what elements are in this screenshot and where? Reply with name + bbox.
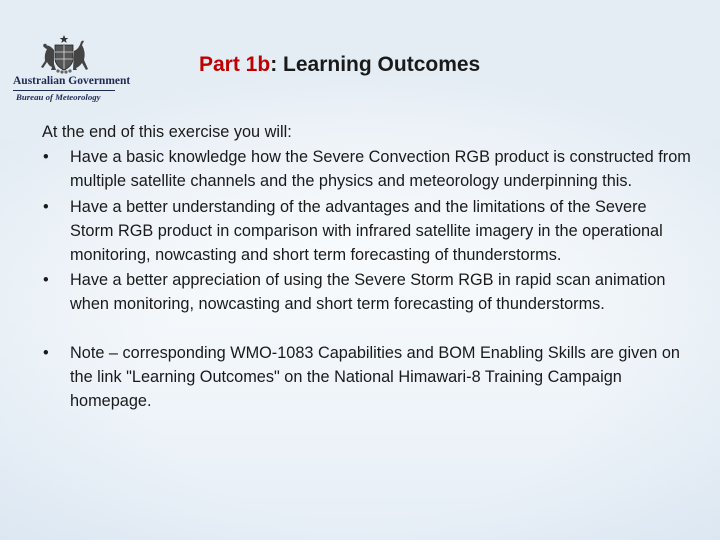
note-item <box>42 342 692 414</box>
title-rest: : Learning Outcomes <box>270 53 481 76</box>
bureau-name: Bureau of Meteorology <box>16 92 101 102</box>
list-item-text: Have a basic knowledge how the Severe Convection RGB product is constructed from multiple satellite channels and the physics and meteorology underpinning this. <box>70 148 691 191</box>
content-body <box>42 121 692 415</box>
coat-of-arms-icon <box>34 34 94 74</box>
bullet-icon: • <box>43 343 49 362</box>
outcomes-list <box>42 146 692 413</box>
logo-divider <box>13 90 115 91</box>
bullet-icon: • <box>43 270 49 289</box>
list-item-text: Have a better appreciation of using the Severe Storm RGB in rapid scan animation when monitoring, nowcasting and short term forecasting of thunderstorms. <box>70 270 666 313</box>
page-title <box>199 53 480 77</box>
note-text: Note – corresponding WMO-1083 Capabilities and BOM Enabling Skills are given on the link "Learning Outcomes" on the National Himawari-8 Training Campaign homepage. <box>70 343 680 410</box>
australian-government-logo <box>8 34 131 106</box>
bullet-icon: • <box>43 148 49 167</box>
list-item-text: Have a better understanding of the advantages and the limitations of the Severe Storm RGB product in comparison with infrared satellite imagery in the operational monitoring, nowcasting and short term forecasting of thunderstorms. <box>70 197 663 264</box>
government-name: Australian Government <box>13 75 131 87</box>
title-part: Part 1b <box>199 53 271 76</box>
intro-text: At the end of this exercise you will: <box>42 123 292 141</box>
bullet-icon: • <box>43 197 49 216</box>
list-item <box>42 146 692 194</box>
list-item <box>42 269 692 317</box>
list-item <box>42 196 692 268</box>
